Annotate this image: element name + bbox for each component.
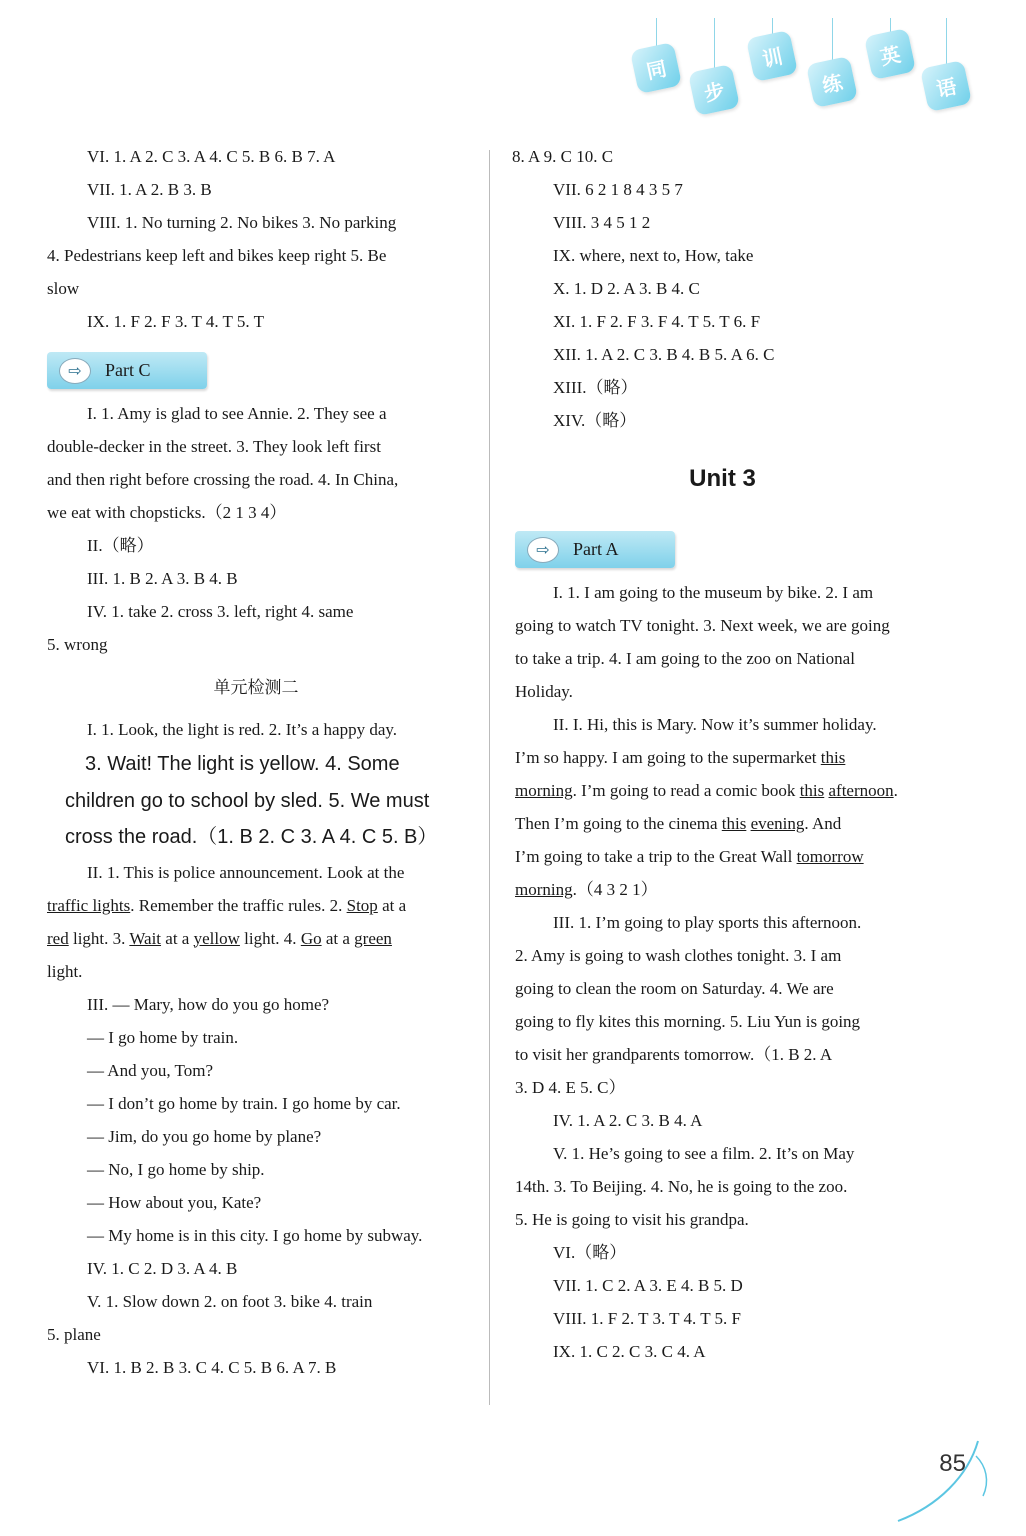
answer-line: III. 1. B 2. A 3. B 4. B [87,569,238,588]
answer-line: VIII. 1. F 2. T 3. T 4. T 5. F [553,1309,741,1328]
dialogue-line: — I don’t go home by train. I go home by car. [87,1093,401,1113]
answer-line: V. 1. Slow down 2. on foot 3. bike 4. train [87,1291,373,1311]
answer-line: 5. plane [47,1324,101,1344]
answer-line: light. [47,961,83,981]
answer-line: XIII.（略） [553,378,638,397]
answer-line: 2. Amy is going to wash clothes tonight. 3. I am [515,946,842,965]
dialogue-line: — Jim, do you go home by plane? [87,1126,322,1146]
answer-line: VII. 6 2 1 8 4 3 5 7 [553,180,683,199]
dialogue-line: — No, I go home by ship. [87,1159,265,1179]
answer-line: 4. Pedestrians keep left and bikes keep right 5. Be [47,246,387,265]
text-span: . [893,781,898,800]
answer-line: IX. 1. F 2. F 3. T 4. T 5. T [87,312,264,331]
answer-line [47,922,465,955]
page-number: 85 [939,1450,966,1477]
underlined-word: yellow [193,928,240,948]
text-span: at a [321,928,355,948]
text-span: I’m so happy. I am going to the supermarket [515,748,821,767]
underlined-word: morning [515,781,573,800]
answer-line [47,889,465,922]
answer-line: going to fly kites this morning. 5. Liu Yun is going [515,1012,861,1031]
answer-line: to visit her grandparents tomorrow.（1. B 2. A [515,1045,833,1064]
underlined-word: tomorrow [796,847,864,866]
text-span: light. 4. [239,928,301,948]
hanging-string [946,18,947,64]
hanging-string [890,18,891,32]
answer-line: 3. D 4. E 5. C） [515,1078,626,1097]
text-span: .（4 3 2 1） [572,880,658,899]
dialogue-line: — And you, Tom? [87,1060,213,1080]
answer-line: V. 1. He’s going to see a film. 2. It’s on May [553,1144,855,1163]
dialogue-line: — I go home by train. [87,1027,239,1047]
answer-line: VII. 1. C 2. A 3. E 4. B 5. D [553,1276,743,1295]
text-span: at a [377,895,407,915]
dialogue-line: — My home is in this city. I go home by subway. [87,1225,423,1245]
answer-line: Holiday. [515,682,573,701]
answer-line: XI. 1. F 2. F 3. F 4. T 5. T 6. F [553,312,761,331]
answer-line: I. 1. Amy is glad to see Annie. 2. They see a [87,404,387,423]
answer-line: II. I. Hi, this is Mary. Now it’s summer holiday. [553,715,877,734]
right-column [512,140,930,1368]
hanging-string [832,18,833,60]
answer-line [515,807,930,840]
text-span: at a [161,928,194,948]
header-decoration [626,18,986,118]
answer-line: II. 1. This is police announcement. Look at the [87,862,405,882]
answer-line: IV. 1. C 2. D 3. A 4. B [87,1258,238,1278]
answer-line: IX. 1. C 2. C 3. C 4. A [553,1342,706,1361]
answer-line: 5. wrong [47,635,108,654]
answer-line: X. 1. D 2. A 3. B 4. C [553,279,700,298]
underlined-word: this [820,748,846,767]
answer-line: VI.（略） [553,1243,627,1262]
underlined-word: this [721,814,747,833]
text-span: Then I’m going to the cinema [515,814,722,833]
answer-line: VI. 1. A 2. C 3. A 4. C 5. B 6. B 7. A [87,147,336,166]
hanging-string [656,18,657,48]
answer-line [515,840,930,873]
answer-line-large: children go to school by sled. 5. We must [65,789,430,812]
underlined-word: Wait [129,928,162,948]
part-a-banner [515,531,675,568]
part-c-banner [47,352,207,389]
answer-line-large: 3. Wait! The light is yellow. 4. Some [85,753,400,775]
part-label: Part C [105,360,151,380]
column-divider [489,150,490,1405]
answer-line: and then right before crossing the road. 4. In China, [47,470,399,489]
text-span: . I’m going to read a comic book [572,781,800,800]
answer-line-large: cross the road.（1. B 2. C 3. A 4. C 5. B） [65,826,438,848]
answer-line: going to clean the room on Saturday. 4. We are [515,979,834,998]
header-char-3: 训 [746,30,798,82]
underlined-word: Stop [346,895,378,915]
answer-line: IV. 1. A 2. C 3. B 4. A [553,1111,703,1130]
hanging-string [714,18,715,68]
answer-line: to take a trip. 4. I am going to the zoo on National [515,649,855,668]
answer-line [515,873,930,906]
unit-title: Unit 3 [689,465,756,492]
dialogue-line: — How about you, Kate? [87,1192,262,1212]
underlined-word: evening [750,814,805,833]
answer-line: VIII. 1. No turning 2. No bikes 3. No parking [87,213,397,232]
text-span: light. 3. [68,928,130,948]
text-span: . And [804,814,842,833]
text-span: I’m going to take a trip to the Great Wall [515,847,797,866]
text-span: . Remember the traffic rules. 2. [130,895,347,915]
header-char-6: 语 [920,60,972,112]
underlined-word: red [47,928,69,948]
answer-line: 14th. 3. To Beijing. 4. No, he is going to the zoo. [515,1177,848,1196]
header-char-2: 步 [688,64,740,116]
answer-line: XII. 1. A 2. C 3. B 4. B 5. A 6. C [553,345,775,364]
answer-line: VI. 1. B 2. B 3. C 4. C 5. B 6. A 7. B [87,1357,337,1377]
dialogue-line: III. — Mary, how do you go home? [87,994,330,1014]
answer-line: XIV.（略） [553,411,637,430]
answer-line: slow [47,279,80,298]
answer-line: double-decker in the street. 3. They look left first [47,437,381,456]
answer-line: going to watch TV tonight. 3. Next week, we are going [515,616,890,635]
underlined-word: traffic lights [47,895,131,915]
left-column [47,140,465,1384]
underlined-word: this [799,781,825,800]
arrow-icon: ⇨ [59,358,91,384]
answer-line [515,741,930,774]
leaf-decoration-icon [858,1436,1008,1526]
header-char-1: 同 [630,42,682,94]
answer-line: III. 1. I’m going to play sports this afternoon. [553,913,862,932]
answer-line [515,774,930,807]
header-char-4: 练 [806,56,858,108]
answer-line: 8. A 9. C 10. C [512,147,614,166]
answer-line: II.（略） [87,536,154,555]
answer-line: VII. 1. A 2. B 3. B [87,180,212,199]
answer-line: IX. where, next to, How, take [553,246,754,265]
answer-line: we eat with chopsticks.（2 1 3 4） [47,503,287,522]
answer-line: 5. He is going to visit his grandpa. [515,1210,749,1229]
underlined-word: Go [300,928,322,948]
underlined-word: green [354,928,392,948]
header-char-5: 英 [864,28,916,80]
answer-line: I. 1. I am going to the museum by bike. 2. I am [553,583,874,602]
part-label: Part A [573,539,619,559]
underlined-word: afternoon [828,781,894,800]
section-title: 单元检测二 [213,678,299,697]
arrow-icon: ⇨ [527,537,559,563]
answer-line: VIII. 3 4 5 1 2 [553,213,651,232]
answer-line: IV. 1. take 2. cross 3. left, right 4. same [87,602,354,621]
underlined-word: morning [515,880,573,899]
answer-line: I. 1. Look, the light is red. 2. It’s a happy day. [87,720,398,739]
